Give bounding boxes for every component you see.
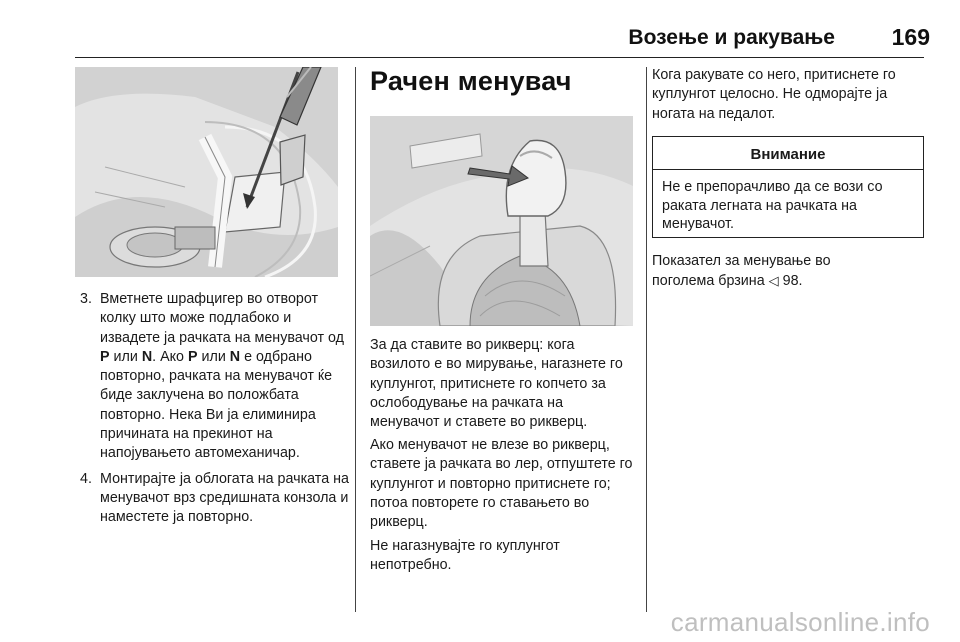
paragraph-clutch-intro: Кога ракувате со него, притиснете го куплунгот целосно. Не одмораjте ја ногата на педалот.: [652, 67, 896, 122]
watermark: carmanualsonline.info: [670, 607, 930, 637]
gear-lever-illustration: [370, 116, 633, 326]
step-number: 4.: [80, 470, 92, 487]
gear-letter-n: N: [229, 348, 241, 365]
screwdriver-illustration: [75, 67, 338, 277]
paragraph-shift-indicator: [652, 252, 852, 292]
reference-page-link[interactable]: 98.: [778, 273, 803, 290]
column-divider-left: [355, 67, 356, 612]
column-divider-right: [646, 67, 647, 612]
paragraph-clutch-note: Не нагазнувајте го куплунгот непотребно.: [370, 538, 560, 574]
step-text: Монтирајте ја облогата на рачката на менувачот врз средишната конзола и наместете ја повторно.: [100, 470, 349, 526]
step-3: [80, 290, 350, 464]
caution-title: Внимание: [653, 141, 923, 170]
paragraph-reverse: За да ставите во рикверц: кога возилото е во мирување, нагазнете го куплунгот, притиснете го копчето за ослободување на рачката на менувачот и ставете во рикверц.: [370, 337, 623, 431]
reference-text: Показател за менување во поголема брзина: [652, 253, 831, 290]
header-rule: [75, 57, 924, 58]
paragraph-reverse-retry: Ако менувачот не влезе во рикверц, ставете ја рачката во лер, отпуштете го куплунгот и повторно притиснете го; потоа повторете го ставањето во рикверц.: [370, 437, 633, 531]
caution-box: [652, 136, 924, 238]
step-4: [80, 470, 350, 528]
step-text: Вметнете шрафцигер во отворот колку што може подлабоко и извадете ја рачката на менувачот од P или N. Ако P или N е одбрано повторно, рачката на менувачот ќе биде заклучена во положбата повторно. Нека Ви ја елиминира причината на прекинот на напојувањето автомеханичар.: [100, 291, 345, 462]
gear-letter-p: P: [187, 348, 198, 365]
gear-letter-n: N: [141, 348, 153, 365]
step-number: 3.: [80, 291, 92, 307]
triangle-arrow-icon: ◁: [768, 273, 779, 289]
gear-letter-p: P: [100, 348, 110, 365]
caution-text: Не е препорачливо да се вози со раката легната на рачката на менувачот.: [662, 179, 883, 232]
figure-manual-gear-lever: [370, 116, 633, 326]
figure-screwdriver-release: [75, 67, 338, 277]
page-title: Возење и ракување: [628, 26, 835, 49]
section-title: Рачен менувач: [370, 66, 572, 96]
page-number: 169: [891, 24, 930, 50]
instruction-steps: [80, 290, 350, 534]
